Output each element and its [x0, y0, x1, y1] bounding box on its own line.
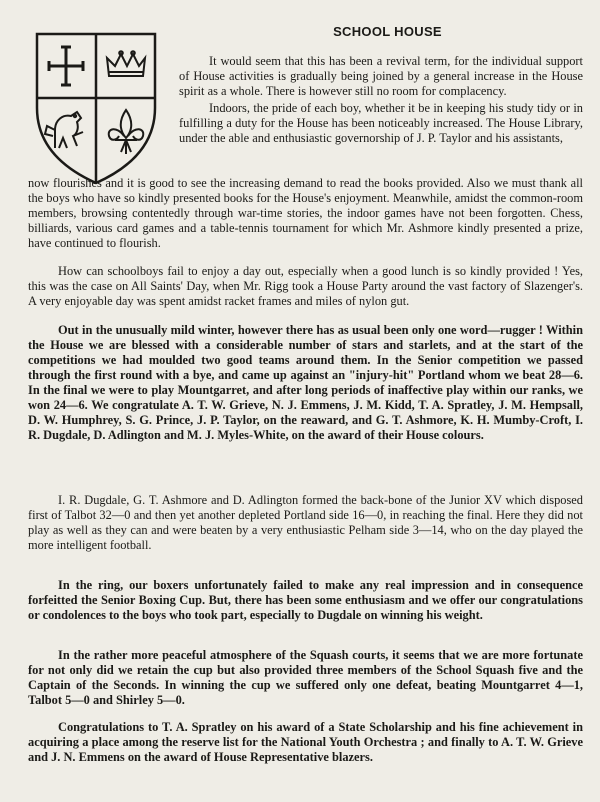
paragraph-rugger: Out in the unusually mild winter, however there has as usual been only one word—rugger ! Within the House we are blessed with a considerable number of stars and starlets, and at the start of the competitions we had moulded two good teams around them. In the Senior competition we passed through the first round with a bye, and came up against an "injury-hit" Portland whom we beat 28—6. In the final we were to play Mountgarret, and after long periods of inaffective play within our ranks, we won 24—6. We congratulate A. T. W. Grieve, N. J. Emmens, J. M. Kidd, T. A. Spratley, J. M. Hempsall, D. W. Humphrey, S. G. Prince, J. P. Taylor, on the reaward, and G. T. Ashmore, K. H. Mumby-Croft, I. R. Dugdale, D. Adlington and M. J. Myles-White, on the award of their House colours.	[28, 323, 583, 442]
paragraph-indoors-continued: now flourishes and it is good to see the increasing demand to read the books provided. Also we must thank all the boys who have so kindly presented books for the House's enjoyment. Meanwhile, amidst the common-room members, browsing contentedly through war-time stories, the indoor games have not been forgotten. Chess, billiards, various card games and a table-tennis tournament for which Mr. Ashmore kindly presented a prize, have continued to flourish.	[28, 176, 583, 250]
paragraph-day-out: How can schoolboys fail to enjoy a day out, especially when a good lunch is so kindly provided ! Yes, this was the case on All Saints' Day, when Mr. Rigg took a House Party around the vast factory of Slazenger's. A very enjoyable day was spent amidst racket frames and miles of nylon gut.	[28, 264, 583, 308]
page-title: SCHOOL HOUSE	[333, 24, 442, 39]
paragraph-boxing: In the ring, our boxers unfortunately failed to make any real impression and in consequence forfeitted the Senior Boxing Cup. But, there has been some enthusiasm and we offer our congratulations or condolences to the boys who took part, especially to Dugdale on winning his weight.	[28, 578, 583, 622]
paragraph-congratulations: Congratulations to T. A. Spratley on his award of a State Scholarship and his fine achievement in acquiring a place among the reserve list for the National Youth Orchestra ; and finally to A. T. W. Grieve and J. N. Emmens on the award of House Representative blazers.	[28, 720, 583, 764]
paragraph-squash: In the rather more peaceful atmosphere of the Squash courts, it seems that we are more fortunate for not only did we retain the cup but also provided three members of the School Squash five and the Captain of the Seconds. In winning the cup we suffered only one defeat, beating Mountgarret 4—1, Talbot 5—0 and Shirley 5—0.	[28, 648, 583, 707]
paragraph-revival-term: It would seem that this has been a revival term, for the individual support of House activities is gradually being joined by a general increase in the House spirit as a whole. There is however still no room for complacency.	[179, 54, 583, 98]
paragraph-junior-xv: I. R. Dugdale, G. T. Ashmore and D. Adlington formed the back-bone of the Junior XV which disposed first of Talbot 32—0 and then yet another depleted Portland side 16—0, in reaching the final. Here they did not play as well as they can and were beaten by a very enthusiastic Pelham side 3—14, who on the day played the more intelligent football.	[28, 493, 583, 552]
paragraph-indoors-start: Indoors, the pride of each boy, whether it be in keeping his study tidy or in fulfilling a duty for the House has been noticeably increased. The House Library, under the able and enthusiastic governorship of J. P. Taylor and his assistants,	[179, 101, 583, 145]
house-crest-shield-icon	[33, 30, 159, 186]
